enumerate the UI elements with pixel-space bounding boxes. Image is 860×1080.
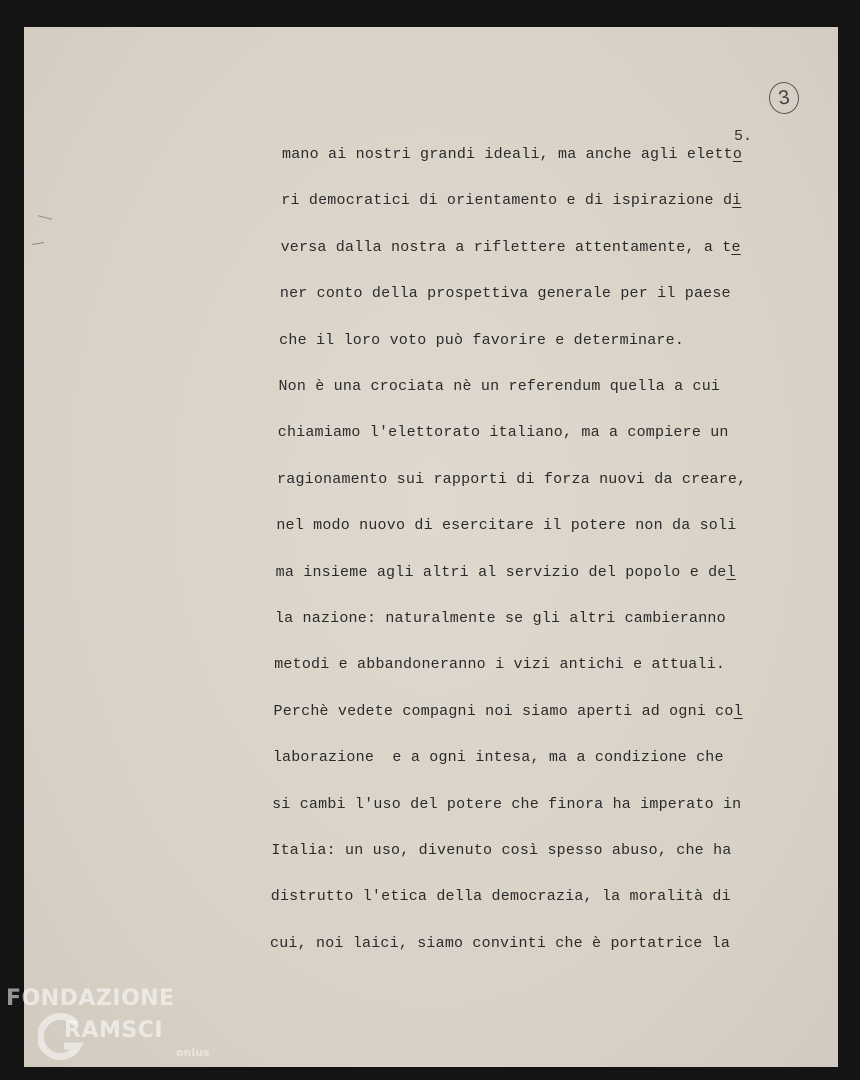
logo-text-line2: RAMSCI <box>64 1018 164 1043</box>
text-line-content: mano ai nostri grandi ideali, ma anche agli elett <box>282 146 733 163</box>
text-line <box>274 703 743 720</box>
text-line <box>273 749 724 766</box>
text-line <box>272 796 741 813</box>
text-line <box>278 424 729 441</box>
text-line-content: ragionamento sui rapporti di forza nuovi da creare, <box>277 470 747 488</box>
text-line <box>275 610 726 627</box>
text-line <box>276 564 736 581</box>
text-line-content: metodi e abbandoneranno i vizi antichi e attuali. <box>274 656 726 674</box>
text-line-content: Perchè vedete compagni noi siamo aperti ad ogni co <box>273 702 734 720</box>
margin-mark <box>32 242 44 245</box>
text-line-content: che il loro voto può favorire e determinare. <box>279 331 685 349</box>
underlined-syllable: l <box>726 563 736 581</box>
logo-subtext: onlus <box>176 1046 210 1059</box>
underlined-syllable: l <box>733 702 743 720</box>
logo-text-line1: FONDAZIONE <box>6 986 175 1011</box>
underlined-syllable: i <box>732 192 742 210</box>
underlined-syllable: o <box>732 146 743 163</box>
text-line-content: ner conto della prospettiva generale per il paese <box>279 285 731 303</box>
text-line <box>281 239 741 256</box>
underlined-syllable: e <box>731 238 741 256</box>
text-line <box>276 517 736 534</box>
text-line-content: cui, noi laici, siamo convinti che è portatrice la <box>270 934 731 952</box>
text-line-content: chiamiamo l'elettorato italiano, ma a compiere un <box>277 424 729 442</box>
text-line-content: laborazione e a ogni intesa, ma a condizione che <box>272 749 724 767</box>
text-line <box>278 378 720 395</box>
text-line-content: distrutto l'etica della democrazia, la moralità di <box>270 888 731 906</box>
fondazione-gramsci-logo <box>6 986 216 1076</box>
text-line-content: Non è una crociata nè un referendum quella a cui <box>278 378 721 395</box>
text-line <box>270 935 730 952</box>
text-line-content: la nazione: naturalmente se gli altri cambieranno <box>274 610 726 627</box>
text-line <box>271 888 731 905</box>
text-line <box>279 332 684 349</box>
text-line <box>271 842 731 859</box>
text-line-content: ma insieme agli altri al servizio del popolo e de <box>275 563 727 581</box>
text-line <box>277 471 746 488</box>
text-line-content: nel modo nuovo di esercitare il potere non da soli <box>276 517 737 535</box>
text-line-content: si cambi l'uso del potere che finora ha imperato in <box>272 795 742 813</box>
folio-circle-mark: 3 <box>767 80 801 116</box>
text-line <box>281 192 741 209</box>
paper-sheet <box>24 27 838 1067</box>
margin-mark <box>38 215 52 220</box>
text-line-content: versa dalla nostra a riflettere attentamente, a t <box>280 238 732 256</box>
text-line <box>280 285 731 302</box>
text-line <box>274 656 725 673</box>
text-line <box>282 146 742 163</box>
page-number: 5. <box>734 128 753 145</box>
text-line-content: Italia: un uso, divenuto così spesso abuso, che ha <box>271 842 732 859</box>
text-line-content: ri democratici di orientamento e di ispirazione d <box>281 192 733 210</box>
